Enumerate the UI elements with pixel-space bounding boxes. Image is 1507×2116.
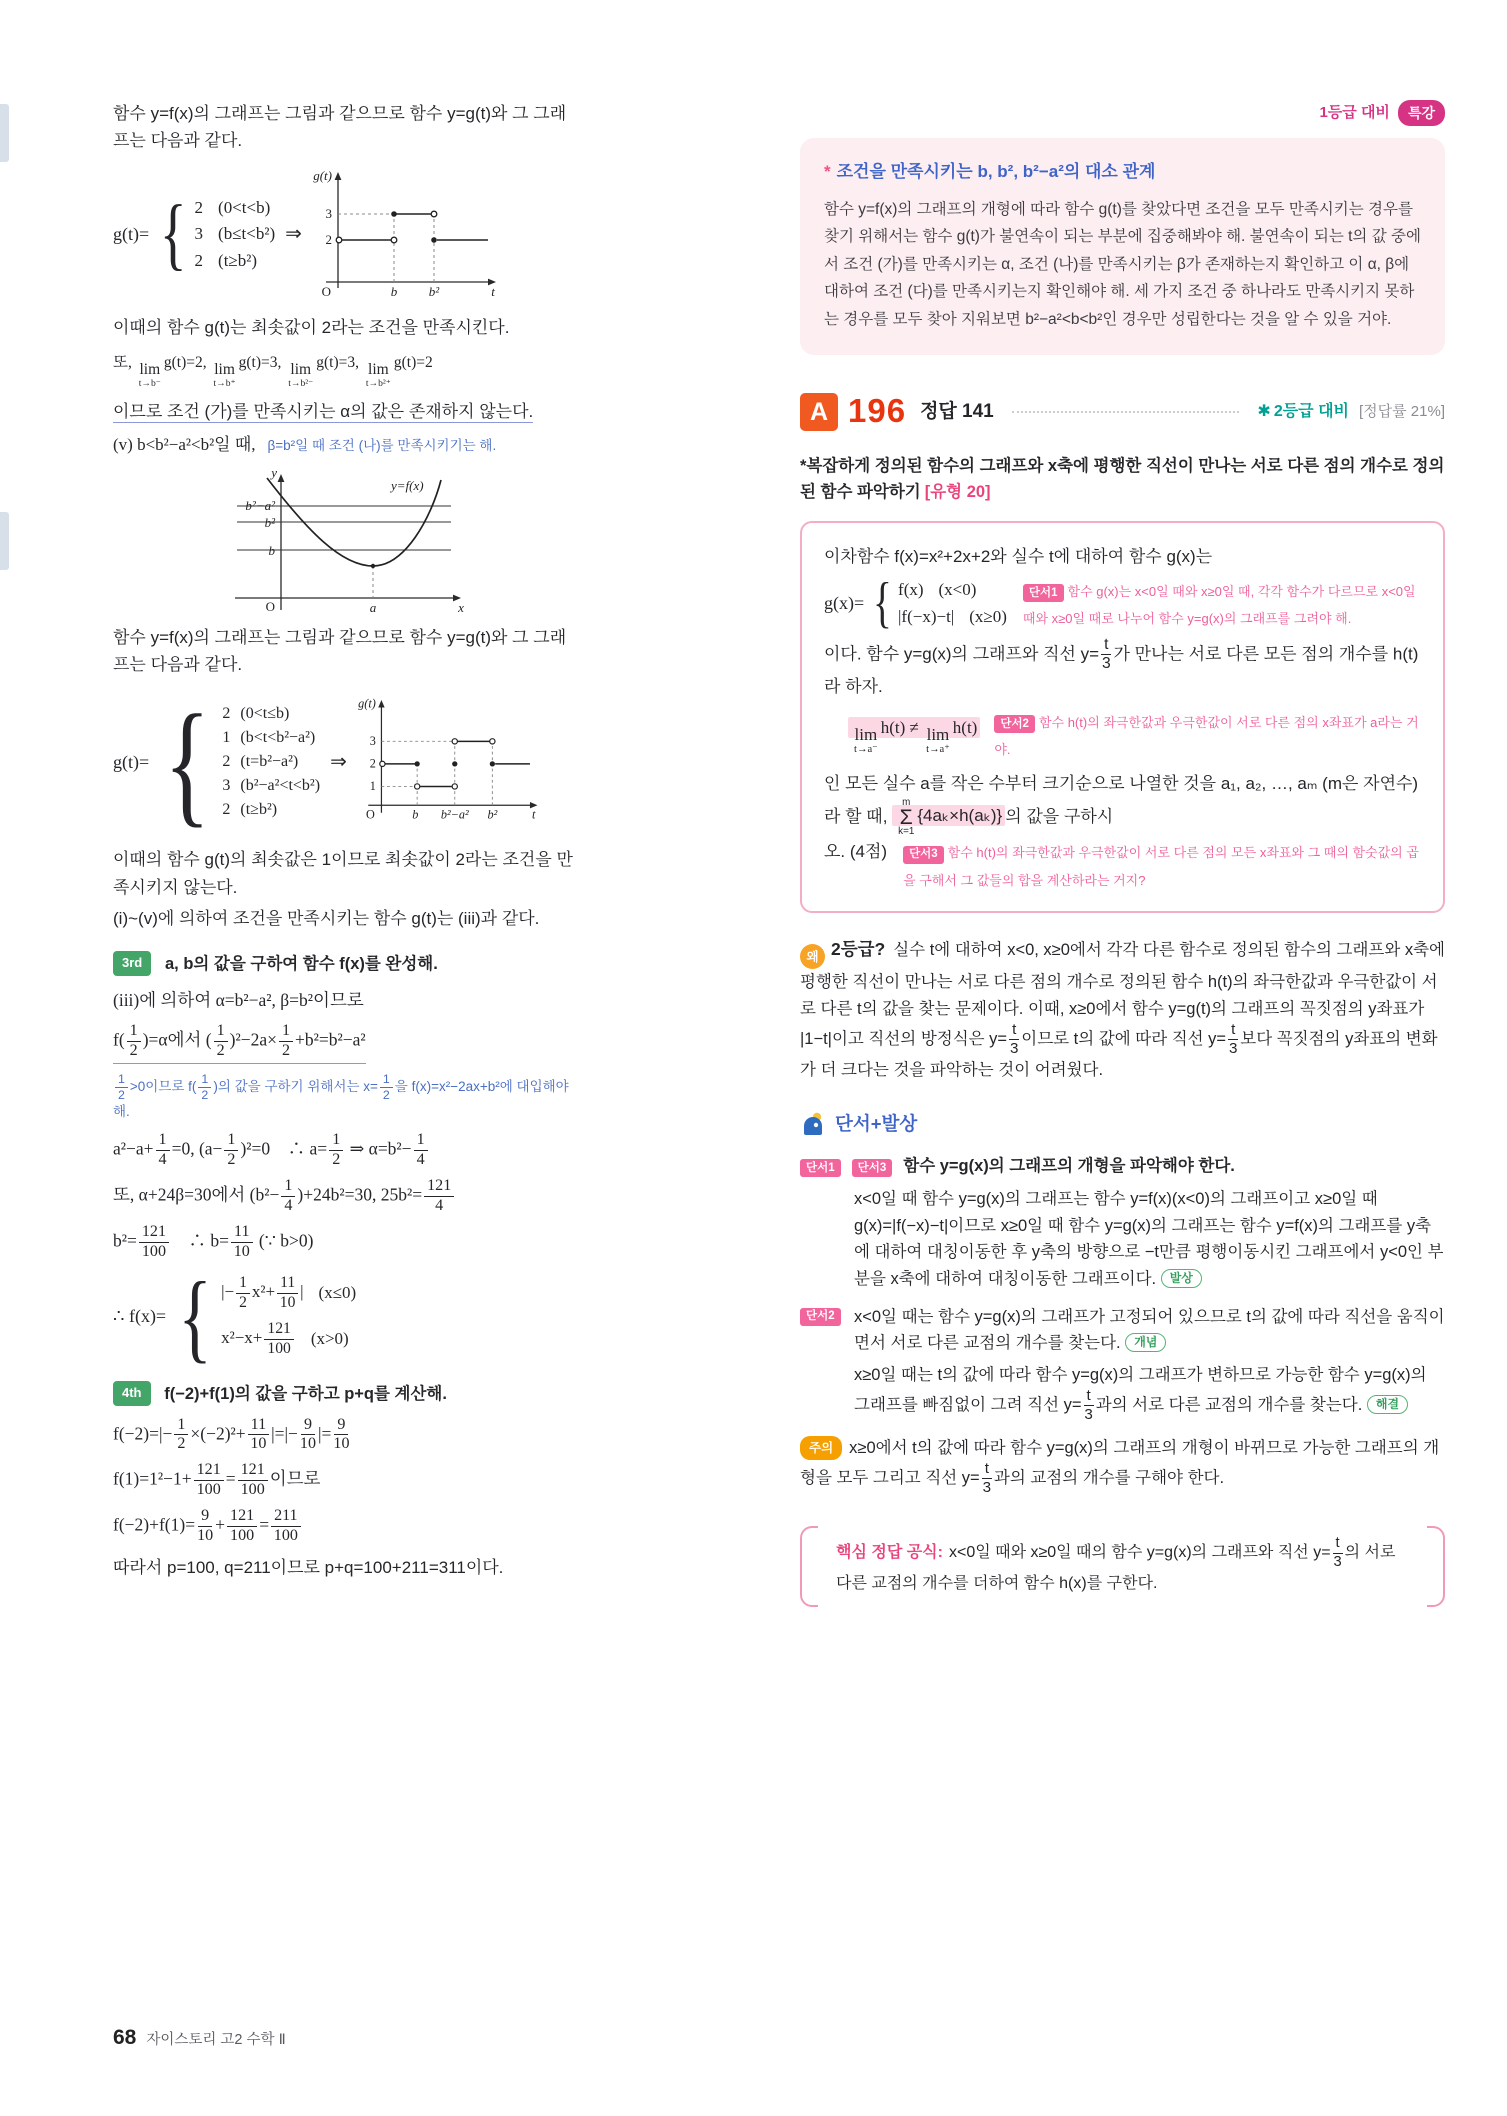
problem-final-row [824, 838, 1421, 892]
graph2-axis-label-y: y [270, 466, 277, 481]
piecewise-row: x²−x+ $\frac{121}{100}$ (x>0) [221, 1320, 349, 1357]
piecewise-row: |− $\frac{1}{2}$ x²+ $\frac{11}{10}$ | (x≤0) [221, 1274, 357, 1311]
graph1-tick-b2: b² [428, 284, 440, 300]
caution-body: x≥0에서 t의 값에 따라 함수 y=g(x)의 그래프의 개형이 바뀌므로 가능한 그래프의 개형을 모두 그리고 직선 y= $\frac{t}{3}$ 과의 교점의 개수를 구해야 한다. [800, 1438, 1440, 1497]
graph3-tick-b2: b² [487, 807, 498, 822]
paragraph-final-answer: 따라서 p=100, q=211이므로 p+q=100+211=311이다. [113, 1557, 504, 1577]
limit-expression: lim t→a⁻ h(t) ≠ lim t→a⁺ h(t) [848, 714, 980, 756]
piecewise-lhs: g(x)= [824, 593, 865, 614]
problem-line-2: 이다. 함수 y=g(x)의 그래프와 직선 y= $\frac{t}{3}$ 가 만나는 서로 다른 모든 점의 개수를 h(t)라 하자. [824, 635, 1419, 696]
piecewise-row: f(x) (x<0) [898, 580, 977, 600]
grade-target-label: ✱ 2등급 대비 [1257, 403, 1349, 421]
math-line-alpha-beta: (iii)에 의하여 α=b²−a², β=b²이므로 [113, 990, 364, 1011]
graph3-tick-m: b²−a² [440, 807, 469, 822]
math-line-solve-a: a²−a+ $\frac{1}{4}$ =0, (a− $\frac{1}{2}$ )²=0 ∴ a= $\frac{1}{2}$ ⇒ α=b²− $\frac{1}{4}$ [113, 1132, 578, 1169]
step-3-badge: 3rd [113, 951, 151, 976]
clue-1-badge: 단서1 [1023, 584, 1064, 602]
graph2-tick-a: a [369, 600, 376, 616]
grade-prep-label: 1등급 대비 [1319, 104, 1390, 122]
book-title: 자이스토리 고2 수학 Ⅱ [146, 2032, 286, 2048]
why-title: 2등급? [831, 938, 886, 959]
graph3-tick-b: b [412, 807, 419, 822]
step-graph-2 [357, 688, 545, 836]
math-line-solve-b: b²= $\frac{121}{100}$ ∴ b= $\frac{11}{10}$ (∵ b>0) [113, 1222, 314, 1260]
piecewise-row: 1 (b<t<b²−a²) [222, 729, 316, 747]
caution-section [800, 1435, 1445, 1496]
page-number: 68 [113, 2026, 137, 2049]
implies-arrow: ⇒ [330, 751, 347, 774]
problem-header [800, 385, 1445, 438]
piecewise-g1 [113, 164, 578, 304]
key-formula-label: 핵심 정답 공식: [836, 1544, 943, 1562]
math-line-f-1: f(1)=1²−1+ $\frac{121}{100}$ = $\frac{121}{100}$ 이므로 [113, 1461, 321, 1499]
case-v-row [113, 431, 578, 458]
flower-icon: ✱ [1257, 403, 1271, 421]
problem-limit-row [848, 708, 1421, 762]
hint-1-title: 함수 y=g(x)의 그래프의 개형을 파악해야 한다. [903, 1156, 1235, 1175]
idea-head-icon [800, 1111, 826, 1137]
piecewise-row: 2 (0<t<b) [194, 197, 271, 217]
graph1-axis-label-t: t [491, 284, 495, 300]
hint-1-body: x<0일 때 함수 y=g(x)의 그래프는 함수 y=f(x)(x<0)의 그래프이고 x≥0일 때 g(x)=|f(−x)−t|이므로 x≥0일 때 함수 y=g(x)의 그래프는 함수 y=f(x)의 그래프를 y축에 대하여 대칭이동한 후 y축의 방향으로 −t만큼 평행이동시킨 그래프에서 y<0인 부분을 x축에 대하여 대칭이동한 그래프이다. 발상 [854, 1190, 1444, 1288]
piecewise-g2 [113, 685, 578, 839]
paragraph-graph-intro-2: 함수 y=f(x)의 그래프는 그림과 같으므로 함수 y=g(t)와 그 그래프는 다음과 같다. [113, 628, 567, 675]
paragraph-min-condition-2: 이때의 함수 g(t)의 최솟값은 1이므로 최솟값이 2라는 조건을 만족시키지 않는다. [113, 850, 573, 897]
caution-badge: 주의 [800, 1436, 842, 1460]
problem-gx-row [824, 571, 1421, 634]
math-line-sum: f(−2)+f(1)= $\frac{9}{10}$ + $\frac{121}{100}$ = $\frac{211}{100}$ [113, 1508, 578, 1545]
piecewise-row: 2 (t=b²−a²) [222, 753, 299, 771]
right-column [800, 96, 1445, 1611]
graph2-curve-label: y=f(x) [390, 478, 424, 494]
hint-2-body-1: x<0일 때는 함수 y=g(x)의 그래프가 고정되어 있으므로 t의 값에 따라 직선을 움직이면서 서로 다른 교점의 개수를 찾는다. 개념 [854, 1307, 1445, 1353]
why-grade2-section [800, 935, 1445, 1084]
case-v-label: (v) b<b²−a²<b²일 때, [113, 434, 256, 454]
page-edge-mark-top [0, 104, 9, 162]
tip-title: * 조건을 만족시키는 b, b², b²−a²의 대소 관계 [824, 162, 1156, 182]
paragraph-min-condition-1: 이때의 함수 g(t)는 최솟값이 2라는 조건을 만족시킨다. [113, 318, 510, 338]
problem-topic: *복잡하게 정의된 함수의 그래프와 x축에 평행한 직선이 만나는 서로 다른 점의 개수로 정의된 함수 파악하기 [유형 20] [800, 457, 1445, 501]
graph1-tick-2: 2 [325, 232, 332, 248]
step-3-title: a, b의 값을 구하여 함수 f(x)를 완성해. [164, 954, 438, 973]
math-line-f-neg2: f(−2)=|− $\frac{1}{2}$ ×(−2)²+ $\frac{11}{10}$ |=|− $\frac{9}{10}$ |= $\frac{9}{10}$ [113, 1415, 350, 1453]
clue-3-badge: 단서3 [903, 846, 944, 864]
asterisk-icon: * [824, 162, 831, 182]
why-body: 실수 t에 대하여 x<0, x≥0에서 각각 다른 함수로 정의된 함수의 그래프와 x축에 평행한 직선이 만나는 서로 다른 점의 개수로 정의된 함수 h(t)의 좌극한값과 우극한값이 서로 다른 t의 값을 찾는 문제이다. 이때, x≥0에서 함수 y=g(t)의 그래프의 꼭짓점의 y좌표가 |1−t|이고 직선의 방정식은 y= $\frac{t}{3}$ 이므로 t의 값에 따라 직선 y= $\frac{t}{3}$ 보다 꼭짓점의 y좌표의 변화가 더 크다는 것을 파악하는 것이 어려웠다. [800, 940, 1445, 1079]
implies-arrow: ⇒ [285, 223, 302, 246]
blue-annotation-substitute: $\frac{1}{2}$ >0이므로 f( $\frac{1}{2}$ )의 값을 구하기 위해서는 x= $\frac{1}{2}$ 을 f(x)=x²−2ax+b²에 대입해야 해. [113, 1072, 569, 1120]
left-column [113, 96, 578, 1585]
page-edge-mark-mid [0, 512, 9, 570]
parabola-graph [221, 466, 471, 618]
parabola-figure-wrap [113, 466, 578, 618]
page-footer [113, 2026, 286, 2050]
graph1-tick-b: b [390, 284, 398, 300]
clue-2-badge: 단서2 [994, 715, 1035, 733]
paragraph-graph-intro-1: 함수 y=f(x)의 그래프는 그림과 같으므로 함수 y=g(t)와 그 그래프는 다음과 같다. [113, 104, 567, 151]
clue-3-badge: 단서3 [852, 1159, 893, 1177]
piecewise-gx [824, 571, 1007, 634]
piecewise-row: 2 (t≥b²) [194, 250, 258, 270]
piecewise-row: 2 (t≥b²) [222, 801, 278, 819]
graph3-axis-label-t: t [531, 807, 536, 822]
piecewise-lhs: ∴ f(x)= [113, 1305, 167, 1326]
problem-line-4: 오. (4점) [824, 842, 888, 862]
case-v-annotation: β=b²일 때 조건 (나)를 만족시키기는 해. [267, 437, 497, 453]
brace: { [873, 571, 892, 634]
piecewise-row: 3 (b²−a²<t<b²) [222, 777, 321, 795]
problem-card [800, 521, 1445, 912]
graph1-origin: O [321, 284, 331, 300]
math-line-substitute: f( $\frac{1}{2}$ )=α에서 ( $\frac{1}{2}$ )²−2a× $\frac{1}{2}$ +b²=b²−a² [113, 1023, 578, 1064]
math-line-alpha-beta-eq: 또, α+24β=30에서 (b²− $\frac{1}{4}$ )+24b²=30, 25b²= $\frac{121}{4}$ [113, 1178, 578, 1215]
clue-1-note: 단서1 함수 g(x)는 x<0일 때와 x≥0일 때, 각각 함수가 다르므로 x<0일 때와 x≥0일 때로 나누어 함수 y=g(x)의 그래프를 그려야 해. [1022, 583, 1416, 626]
hint-2-body-2: x≥0일 때는 t의 값에 따라 함수 y=g(x)의 그래프가 변하므로 가능한 함수 y=g(x)의 그래프를 빠짐없이 그려 직선 y= $\frac{t}{3}$ 과의 서로 다른 교점의 개수를 찾는다. 해결 [854, 1365, 1427, 1424]
limits-line: 또, lim t→b⁻ g(t)=2, lim t→b⁺ g(t)=3, lim t→b²⁻ g(t)=3, lim t→b²⁺ g(t)=2 [113, 353, 433, 390]
graph1-tick-3: 3 [325, 206, 332, 222]
hint-2-item [800, 1304, 1445, 1423]
problem-number: 196 [848, 392, 907, 430]
clue-1-badge: 단서1 [800, 1159, 841, 1177]
piecewise-row: 2 (0<t≤b) [222, 705, 290, 723]
special-lecture-badge: 특강 [1398, 100, 1445, 126]
step-4-badge: 4th [113, 1381, 151, 1406]
key-formula-body: x<0일 때와 x≥0일 때의 함수 y=g(x)의 그래프와 직선 y= $\frac{t}{3}$ 의 서로 다른 교점의 개수를 더하여 함수 h(x)를 구한다. [836, 1535, 1396, 1593]
graph2-level-mid: b² [264, 515, 275, 531]
piecewise-lhs: g(t)= [113, 223, 150, 244]
brace: { [178, 1260, 212, 1372]
tip-body: 함수 y=f(x)의 그래프의 개형에 따라 함수 g(t)를 찾았다면 조건을 모두 만족시키는 경우를 찾기 위해서는 함수 g(t)가 불연속이 되는 부분에 집중해봐야 해. 불연속이 되는 t의 값 중에서 조건 (가)를 만족시키는 α, 조건 (나)를 만족시키는 β가 존재하는지 확인하고 이 α, β에 대하여 조건 (다)를 만족시키는지 확인해야 해. 세 가지 조건 중 하나라도 만족시키지 못하는 경우를 모두 찾아 지워보면 b²−a²<b<b²인 경우만 성립한다는 것을 알 수 있을 거야. [824, 200, 1421, 328]
dotted-divider [1012, 411, 1240, 413]
graph3-axis-label-g: g(t) [357, 696, 376, 711]
graph3-origin: O [365, 807, 375, 822]
clue-2-badge: 단서2 [800, 1308, 841, 1326]
tip-box [800, 138, 1445, 355]
piecewise-lhs: g(t)= [113, 752, 150, 773]
clue-3-note: 단서3 함수 h(t)의 좌극한값과 우극한값이 서로 다른 점의 모든 x좌표와 그 때의 함숫값의 곱을 구해서 그 값들의 합을 계산하라는 거지? [903, 845, 1419, 888]
graph3-tick-2: 2 [369, 757, 376, 772]
piecewise-row: |f(−x)−t| (x≥0) [898, 606, 1007, 626]
correct-rate-label: [정답률 21%] [1359, 402, 1445, 420]
paragraph-conclusion-iii: (i)~(v)에 의하여 조건을 만족시키는 함수 g(t)는 (iii)과 같다. [113, 908, 540, 928]
clue-2-note: 단서2 함수 h(t)의 좌극한값과 우극한값이 서로 다른 점의 x좌표가 a라는 거야. [994, 714, 1419, 758]
step-3-header [113, 950, 578, 977]
brace: { [159, 190, 187, 279]
step-graph-1 [312, 164, 502, 304]
key-formula-box [800, 1522, 1445, 1611]
paragraph-no-alpha: 이므로 조건 (가)를 만족시키는 α의 값은 존재하지 않는다. [113, 401, 534, 421]
problem-line-1: 이차함수 f(x)=x²+2x+2와 실수 t에 대하여 함수 g(x)는 [824, 547, 1213, 567]
grade-prep-badge-row [800, 100, 1445, 126]
step-4-title: f(−2)+f(1)의 값을 구하고 p+q를 계산해. [164, 1385, 447, 1404]
graph3-tick-3: 3 [369, 734, 376, 749]
graph2-level-top: b²−a² [244, 498, 275, 514]
brace: { [164, 685, 211, 839]
step-4-header [113, 1380, 578, 1407]
graph2-origin: O [265, 599, 275, 615]
piecewise-f-final [113, 1260, 578, 1372]
problem-answer: 정답 141 [920, 400, 994, 422]
graph2-axis-label-x: x [457, 600, 464, 616]
piecewise-row: 3 (b≤t<b²) [194, 224, 276, 244]
hint-section-header: 단서+발상 [800, 1109, 1445, 1139]
why-icon: 왜 [800, 944, 825, 969]
graph3-tick-1: 1 [369, 779, 376, 794]
hint-1-header [800, 1153, 1445, 1179]
type-tag: [유형 20] [924, 482, 991, 501]
graph2-level-low: b [268, 543, 275, 559]
problem-line-3: 인 모든 실수 a를 작은 수부터 크기순으로 나열한 것을 a₁, a₂, …, aₘ (m은 자연수)라 할 때, m Σ k=1 {4aₖ×h(aₖ)} 의 값을 구하시 [824, 774, 1419, 838]
problem-letter-badge: A [800, 393, 838, 431]
graph1-axis-label-g: g(t) [313, 168, 332, 184]
